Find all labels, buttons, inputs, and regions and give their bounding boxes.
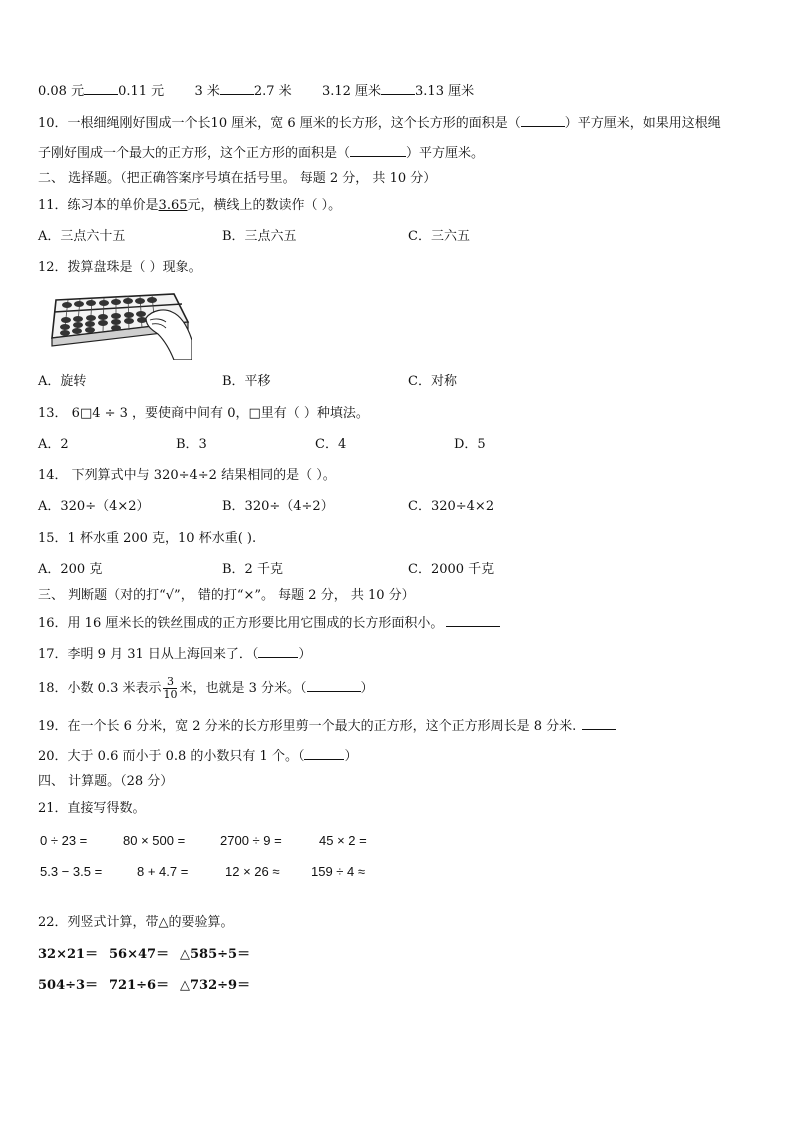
q14-stem: 14． 下列算式中与 320÷4÷2 结果相同的是（ ）。 (38, 468, 336, 483)
q18-post: 米，也就是 3 分米。（ (179, 681, 307, 696)
q18-numerator: 3 (163, 676, 177, 689)
q14-option-c[interactable]: C．320÷4×2 (408, 499, 495, 514)
q21-r1-c4: 45 × 2 = (319, 833, 367, 848)
q18-fraction (163, 676, 177, 701)
q14-option-b[interactable]: B．320÷（4÷2） (222, 499, 334, 514)
q21-r2-c2: 8 + 4.7 = (137, 864, 189, 879)
q13-option-b[interactable]: B．3 (176, 437, 207, 452)
q13-option-d[interactable]: D．5 (454, 437, 486, 452)
compare-blank-3[interactable] (381, 82, 415, 95)
q13-option-a[interactable]: A．2 (38, 437, 69, 452)
q10-line1 (38, 114, 721, 133)
q22-r1-c2: 56×47＝ (109, 947, 170, 962)
q21-r2-c4: 159 ÷ 4 ≈ (311, 864, 366, 879)
q22-r2-c2: 721÷6＝ (109, 978, 170, 993)
q16-blank[interactable] (446, 614, 500, 627)
q21-r1-c3: 2700 ÷ 9 = (220, 833, 282, 848)
q11-option-b[interactable]: B．三点六五 (222, 229, 297, 244)
section-4-title: 四、 计算题。（28 分） (38, 774, 174, 789)
section-2-title: 二、 选择题。（把正确答案序号填在括号里。 每题 2 分， 共 10 分） (38, 171, 437, 186)
q22-r2-c1: 504÷3＝ (38, 978, 99, 993)
q10-text-2-end: ）平方厘米。 (406, 146, 485, 161)
q16-line (38, 614, 500, 633)
q11-option-c[interactable]: C．三六五 (408, 229, 470, 244)
q11-option-a[interactable]: A．三点六十五 (38, 229, 126, 244)
compare-a1: 0.08 元 (38, 84, 85, 99)
q10-text-2: 子刚好围成一个最大的正方形，这个正方形的面积是（ (38, 146, 351, 161)
q15-option-c[interactable]: C．2000 千克 (408, 562, 495, 577)
q21-r2-c1: 5.3 − 3.5 = (40, 864, 103, 879)
q18-denominator: 10 (163, 688, 178, 701)
q19-line (38, 717, 616, 736)
q18-blank[interactable] (307, 679, 361, 692)
q11-post: 元，横线上的数读作（ ）。 (187, 198, 342, 213)
q12-stem: 12．拨算盘珠是（ ）现象。 (38, 260, 202, 275)
q22-r1-c1: 32×21＝ (38, 947, 99, 962)
q18-line (38, 675, 374, 703)
compare-b1: 3 米 (194, 84, 220, 99)
q12-option-a[interactable]: A．旋转 (38, 374, 87, 389)
abacus-image (42, 288, 192, 360)
q18-end: ） (360, 681, 374, 696)
q20-line (38, 747, 357, 766)
q15-stem: 15．1 杯水重 200 克，10 杯水重( ). (38, 531, 257, 546)
q11-stem (38, 197, 341, 215)
compare-line (38, 82, 474, 101)
q13-stem: 13． 6□4 ÷ 3 ，要使商中间有 0，□里有（ ）种填法。 (38, 406, 369, 421)
q11-pre: 11．练习本的单价是 (38, 198, 159, 213)
q10-line2 (38, 144, 484, 163)
compare-a2: 0.11 元 (118, 84, 165, 99)
q10-text-1-end: ）平方厘米，如果用这根绳 (564, 116, 721, 131)
q19-text: 19．在一个长 6 分米，宽 2 分米的长方形里剪一个最大的正方形，这个正方形周长是 8 分米. (38, 719, 577, 734)
q15-option-a[interactable]: A．200 克 (38, 562, 103, 577)
compare-blank-2[interactable] (220, 82, 254, 95)
q21-r1-c2: 80 × 500 = (123, 833, 186, 848)
q15-option-b[interactable]: B．2 千克 (222, 562, 283, 577)
compare-c2: 3.13 厘米 (415, 84, 475, 99)
q20-end: ） (344, 749, 358, 764)
q17-end: ） (298, 647, 312, 662)
q18-pre: 18．小数 0.3 米表示 (38, 681, 162, 696)
section-3-title: 三、 判断题（对的打“√”， 错的打“×”。 每题 2 分， 共 10 分） (38, 588, 415, 603)
compare-b2: 2.7 米 (253, 84, 292, 99)
q16-text: 16．用 16 厘米长的铁丝围成的正方形要比用它围成的长方形面积小。 (38, 616, 444, 631)
q12-option-b[interactable]: B．平移 (222, 374, 271, 389)
q21-r1-c1: 0 ÷ 23 = (40, 833, 88, 848)
q22-stem: 22．列竖式计算，带△的要验算。 (38, 915, 234, 930)
q10-blank-2[interactable] (350, 144, 406, 157)
q20-blank[interactable] (304, 747, 344, 760)
q13-option-c[interactable]: C．4 (315, 437, 347, 452)
q11-number: 3.65 (158, 198, 188, 213)
q20-text: 20．大于 0.6 而小于 0.8 的小数只有 1 个。（ (38, 749, 305, 764)
q22-r2-c3: △732÷9＝ (180, 978, 251, 993)
q19-blank[interactable] (582, 717, 616, 730)
q21-r2-c3: 12 × 26 ≈ (225, 864, 280, 879)
q10-blank-1[interactable] (521, 114, 565, 127)
q21-stem: 21．直接写得数。 (38, 801, 146, 816)
q17-line (38, 645, 311, 664)
compare-c1: 3.12 厘米 (321, 84, 382, 99)
q12-option-c[interactable]: C．对称 (408, 374, 457, 389)
q14-option-a[interactable]: A．320÷（4×2） (38, 499, 150, 514)
q17-text: 17．李明 9 月 31 日从上海回来了．（ (38, 647, 259, 662)
q17-blank[interactable] (258, 645, 298, 658)
q22-r1-c3: △585÷5＝ (180, 947, 251, 962)
q10-text-1: 10．一根细绳刚好围成一个长10 厘米，宽 6 厘米的长方形，这个长方形的面积是（ (38, 116, 521, 131)
compare-blank-1[interactable] (84, 82, 118, 95)
